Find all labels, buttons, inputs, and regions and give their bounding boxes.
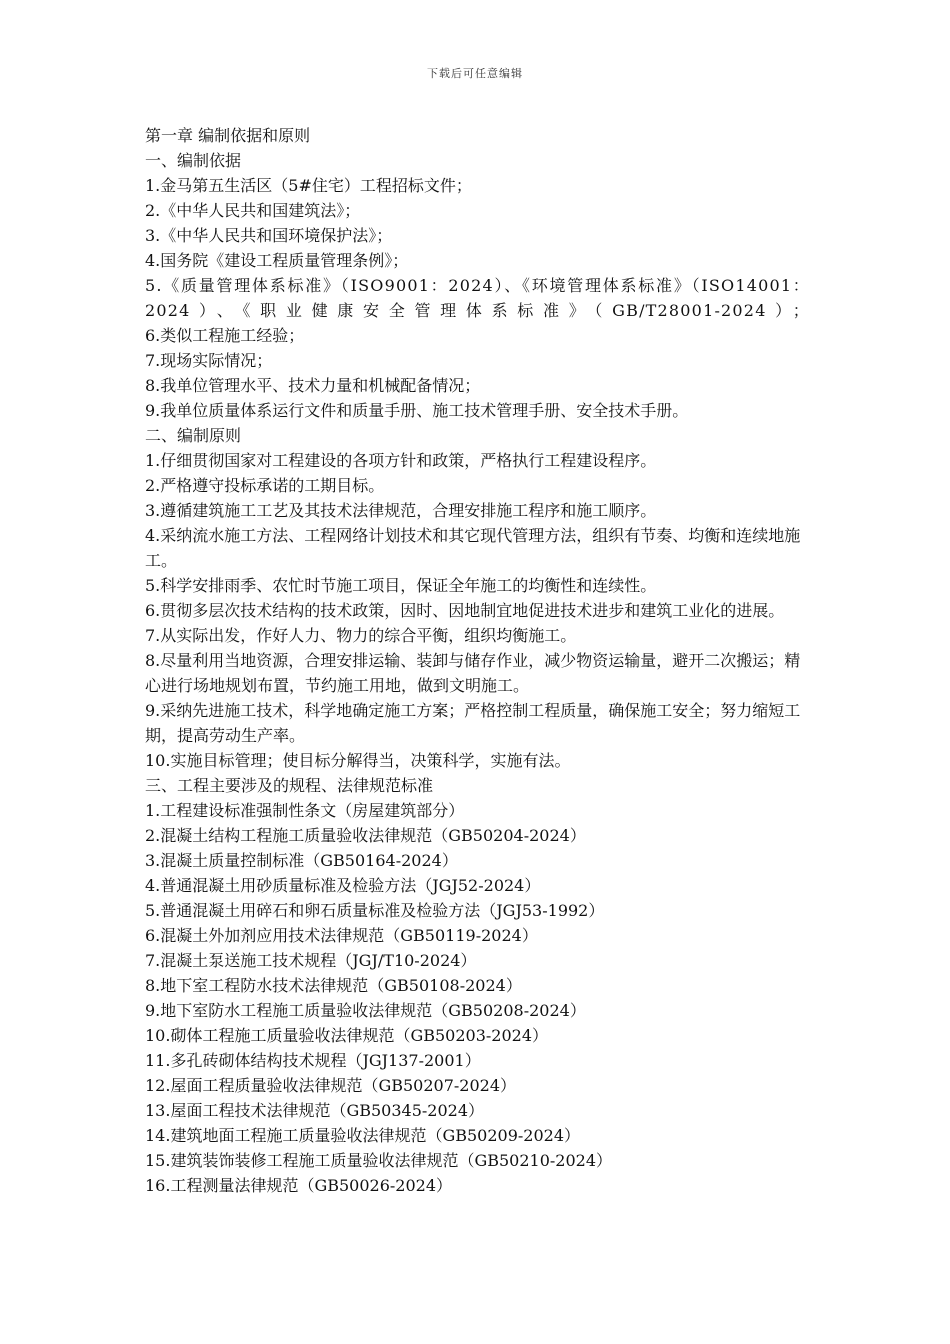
list-item: 11.多孔砖砌体结构技术规程（JGJ137-2001） bbox=[145, 1051, 481, 1070]
list-item: 4.普通混凝土用砂质量标准及检验方法（JGJ52-2024） bbox=[145, 876, 541, 895]
list-item: 8.地下室工程防水技术法律规范（GB50108-2024） bbox=[145, 976, 522, 995]
document-body bbox=[145, 123, 810, 1198]
section-heading: 一、编制依据 bbox=[145, 151, 242, 170]
list-item: 4.采纳流水施工方法、工程网络计划技术和其它现代管理方法，组织有节奏、均衡和连续地施工。 bbox=[145, 526, 801, 570]
list-item: 1.工程建设标准强制性条文（房屋建筑部分） bbox=[145, 801, 465, 820]
list-item: 7.现场实际情况； bbox=[145, 351, 273, 370]
list-item: 6.混凝土外加剂应用技术法律规范（GB50119-2024） bbox=[145, 926, 538, 945]
page-header: 下载后可任意编辑 bbox=[427, 67, 523, 80]
list-item: 2.严格遵守投标承诺的工期目标。 bbox=[145, 476, 385, 495]
list-item: 2.混凝土结构工程施工质量验收法律规范（GB50204-2024） bbox=[145, 826, 586, 845]
section-heading: 二、编制原则 bbox=[145, 426, 242, 445]
list-item: 9.我单位质量体系运行文件和质量手册、施工技术管理手册、安全技术手册。 bbox=[145, 401, 689, 420]
chapter-title: 第一章 编制依据和原则 bbox=[145, 126, 311, 145]
list-item: 6.类似工程施工经验； bbox=[145, 326, 305, 345]
list-item: 5.《质量管理体系标准》（ISO9001：2024）、《环境管理体系标准》（ISO14001：2024）、《职业健康安全管理体系标准》（GB/T28001-2024）； bbox=[145, 276, 810, 320]
list-item: 6.贯彻多层次技术结构的技术政策，因时、因地制宜地促进技术进步和建筑工业化的进展。 bbox=[145, 601, 785, 620]
list-item: 8.我单位管理水平、技术力量和机械配备情况； bbox=[145, 376, 481, 395]
list-item: 14.建筑地面工程施工质量验收法律规范（GB50209-2024） bbox=[145, 1126, 581, 1145]
list-item: 1.金马第五生活区（5#住宅）工程招标文件； bbox=[145, 176, 472, 195]
list-item: 7.混凝土泵送施工技术规程（JGJ/T10-2024） bbox=[145, 951, 477, 970]
list-item: 5.科学安排雨季、农忙时节施工项目，保证全年施工的均衡性和连续性。 bbox=[145, 576, 657, 595]
list-item: 4.国务院《建设工程质量管理条例》； bbox=[145, 251, 409, 270]
list-item: 16.工程测量法律规范（GB50026-2024） bbox=[145, 1176, 453, 1195]
list-item: 8.尽量利用当地资源，合理安排运输、装卸与储存作业，减少物资运输量，避开二次搬运；精心进行场地规划布置，节约施工用地，做到文明施工。 bbox=[145, 651, 801, 695]
list-item: 3.《中华人民共和国环境保护法》； bbox=[145, 226, 393, 245]
list-item: 9.采纳先进施工技术，科学地确定施工方案；严格控制工程质量，确保施工安全；努力缩短工期，提高劳动生产率。 bbox=[145, 701, 801, 745]
list-item: 2.《中华人民共和国建筑法》； bbox=[145, 201, 361, 220]
list-item: 3.混凝土质量控制标准（GB50164-2024） bbox=[145, 851, 458, 870]
list-item: 7.从实际出发，作好人力、物力的综合平衡，组织均衡施工。 bbox=[145, 626, 577, 645]
list-item: 9.地下室防水工程施工质量验收法律规范（GB50208-2024） bbox=[145, 1001, 586, 1020]
list-item: 15.建筑装饰装修工程施工质量验收法律规范（GB50210-2024） bbox=[145, 1151, 613, 1170]
list-item: 5.普通混凝土用碎石和卵石质量标准及检验方法（JGJ53-1992） bbox=[145, 901, 605, 920]
section-heading: 三、工程主要涉及的规程、法律规范标准 bbox=[145, 776, 434, 795]
list-item: 10.实施目标管理；使目标分解得当，决策科学，实施有法。 bbox=[145, 751, 571, 770]
list-item: 13.屋面工程技术法律规范（GB50345-2024） bbox=[145, 1101, 485, 1120]
list-item: 12.屋面工程质量验收法律规范（GB50207-2024） bbox=[145, 1076, 517, 1095]
list-item: 10.砌体工程施工质量验收法律规范（GB50203-2024） bbox=[145, 1026, 549, 1045]
list-item: 1.仔细贯彻国家对工程建设的各项方针和政策，严格执行工程建设程序。 bbox=[145, 451, 657, 470]
list-item: 3.遵循建筑施工工艺及其技术法律规范，合理安排施工程序和施工顺序。 bbox=[145, 501, 657, 520]
